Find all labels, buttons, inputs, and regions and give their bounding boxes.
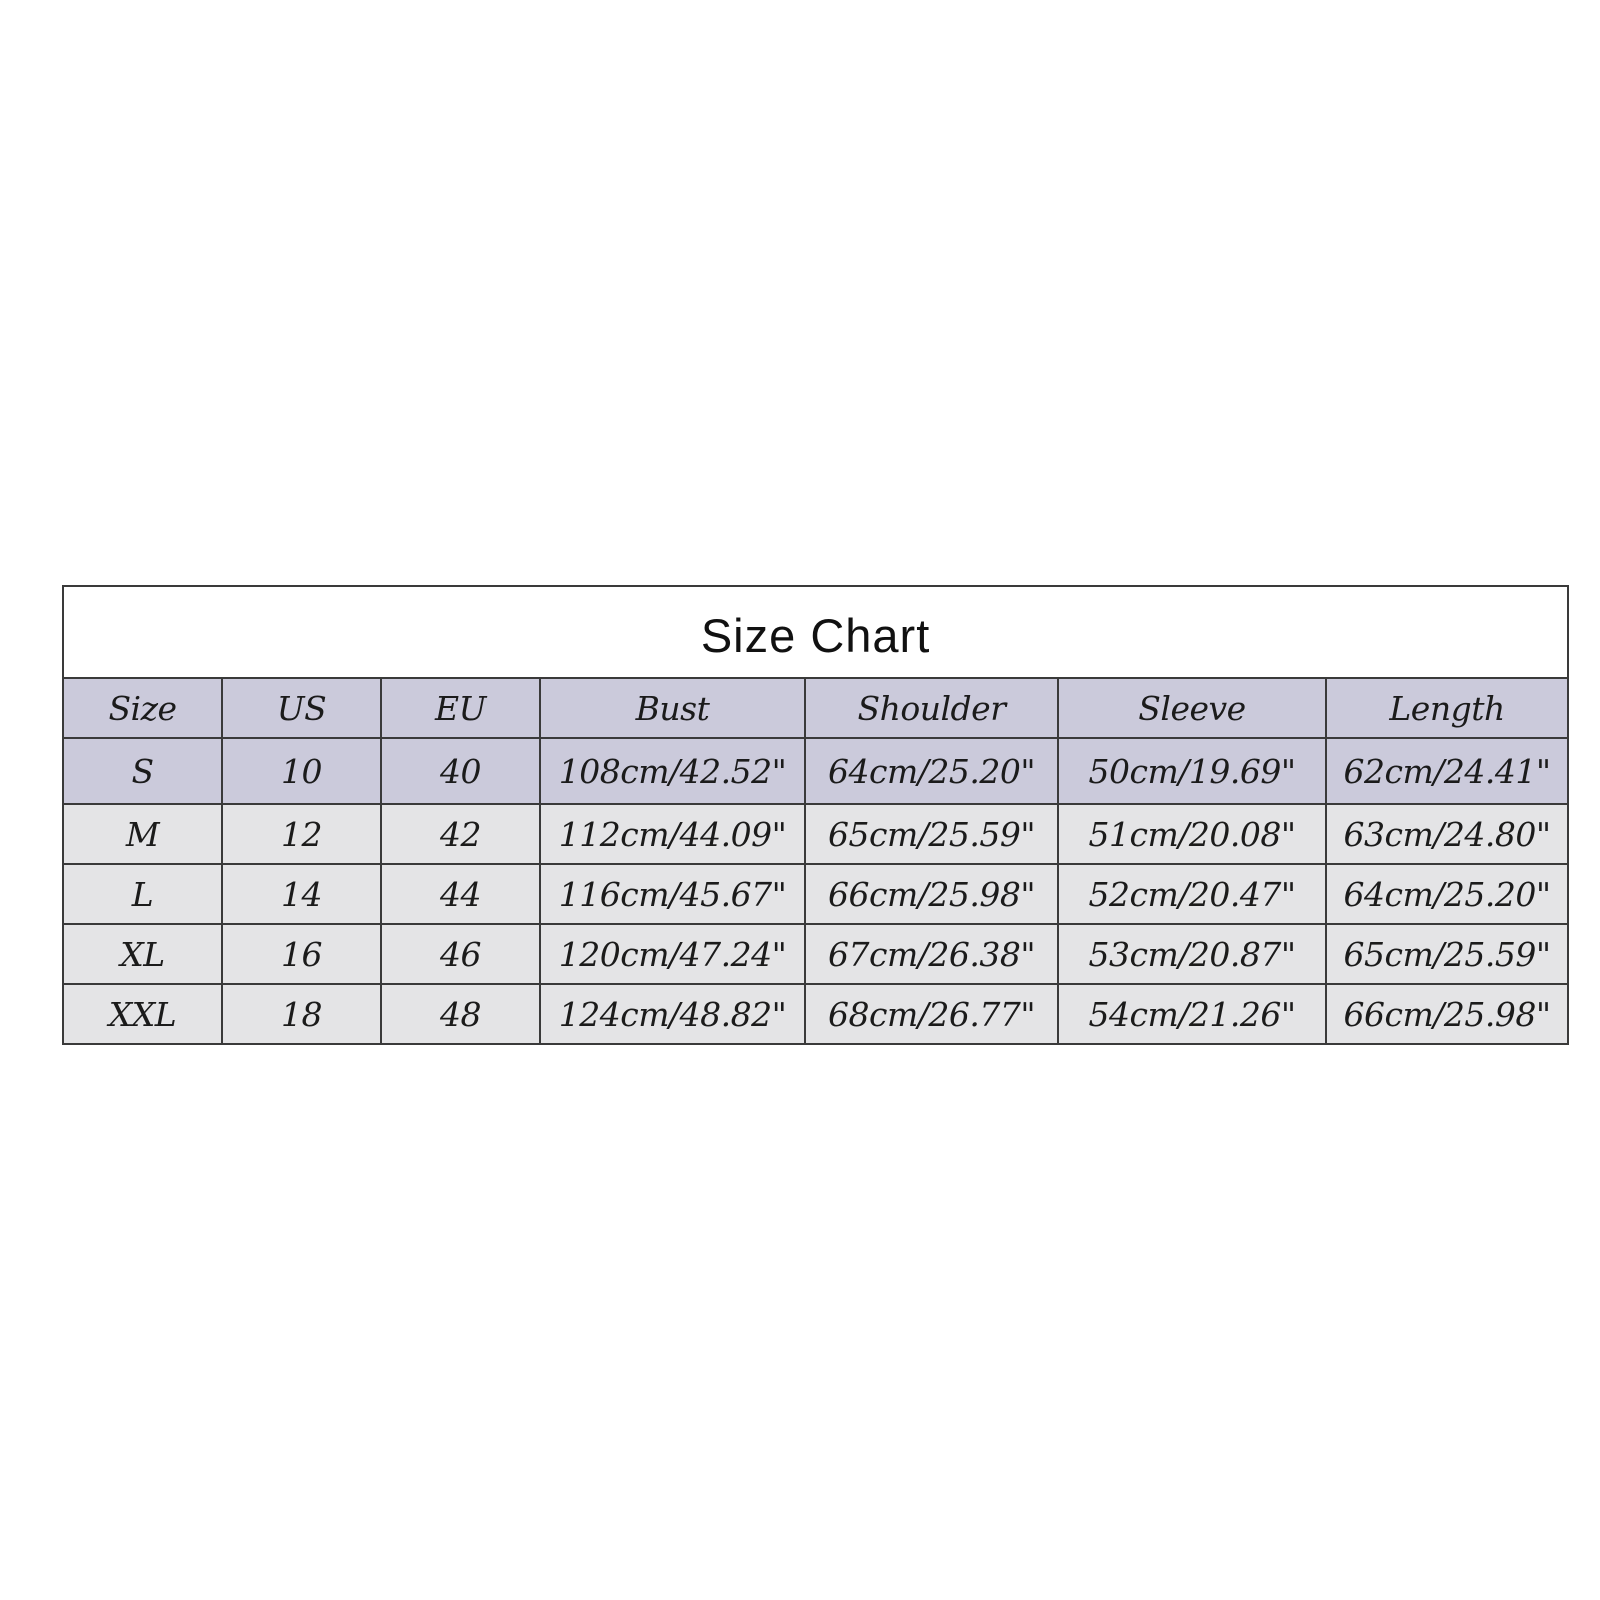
cell-bust: 124cm/48.82" (540, 984, 805, 1044)
cell-eu: 44 (381, 864, 540, 924)
cell-length: 63cm/24.80" (1326, 804, 1568, 864)
cell-shoulder: 66cm/25.98" (805, 864, 1058, 924)
column-header-eu: EU (381, 678, 540, 738)
cell-us: 18 (222, 984, 381, 1044)
table-row-xxl (63, 984, 1568, 1044)
cell-shoulder: 68cm/26.77" (805, 984, 1058, 1044)
cell-shoulder: 67cm/26.38" (805, 924, 1058, 984)
cell-sleeve: 52cm/20.47" (1058, 864, 1326, 924)
cell-us: 16 (222, 924, 381, 984)
cell-us: 14 (222, 864, 381, 924)
cell-size: XL (63, 924, 222, 984)
cell-eu: 40 (381, 738, 540, 804)
header-row (63, 678, 1568, 738)
column-header-shoulder: Shoulder (805, 678, 1058, 738)
cell-shoulder: 64cm/25.20" (805, 738, 1058, 804)
cell-eu: 42 (381, 804, 540, 864)
table-row-xl (63, 924, 1568, 984)
cell-eu: 46 (381, 924, 540, 984)
table-row-s (63, 738, 1568, 804)
title-row (63, 586, 1568, 678)
cell-sleeve: 51cm/20.08" (1058, 804, 1326, 864)
cell-size: S (63, 738, 222, 804)
column-header-us: US (222, 678, 381, 738)
cell-length: 64cm/25.20" (1326, 864, 1568, 924)
column-header-sleeve: Sleeve (1058, 678, 1326, 738)
cell-size: XXL (63, 984, 222, 1044)
cell-size: L (63, 864, 222, 924)
column-header-size: Size (63, 678, 222, 738)
column-header-bust: Bust (540, 678, 805, 738)
cell-eu: 48 (381, 984, 540, 1044)
cell-size: M (63, 804, 222, 864)
cell-us: 10 (222, 738, 381, 804)
cell-length: 66cm/25.98" (1326, 984, 1568, 1044)
cell-bust: 108cm/42.52" (540, 738, 805, 804)
cell-sleeve: 54cm/21.26" (1058, 984, 1326, 1044)
cell-sleeve: 53cm/20.87" (1058, 924, 1326, 984)
table-row-m (63, 804, 1568, 864)
chart-title: Size Chart (63, 586, 1568, 678)
cell-bust: 120cm/47.24" (540, 924, 805, 984)
cell-bust: 116cm/45.67" (540, 864, 805, 924)
cell-shoulder: 65cm/25.59" (805, 804, 1058, 864)
cell-length: 62cm/24.41" (1326, 738, 1568, 804)
size-chart-table (62, 585, 1569, 1045)
table-row-l (63, 864, 1568, 924)
column-header-length: Length (1326, 678, 1568, 738)
cell-length: 65cm/25.59" (1326, 924, 1568, 984)
cell-sleeve: 50cm/19.69" (1058, 738, 1326, 804)
cell-bust: 112cm/44.09" (540, 804, 805, 864)
cell-us: 12 (222, 804, 381, 864)
